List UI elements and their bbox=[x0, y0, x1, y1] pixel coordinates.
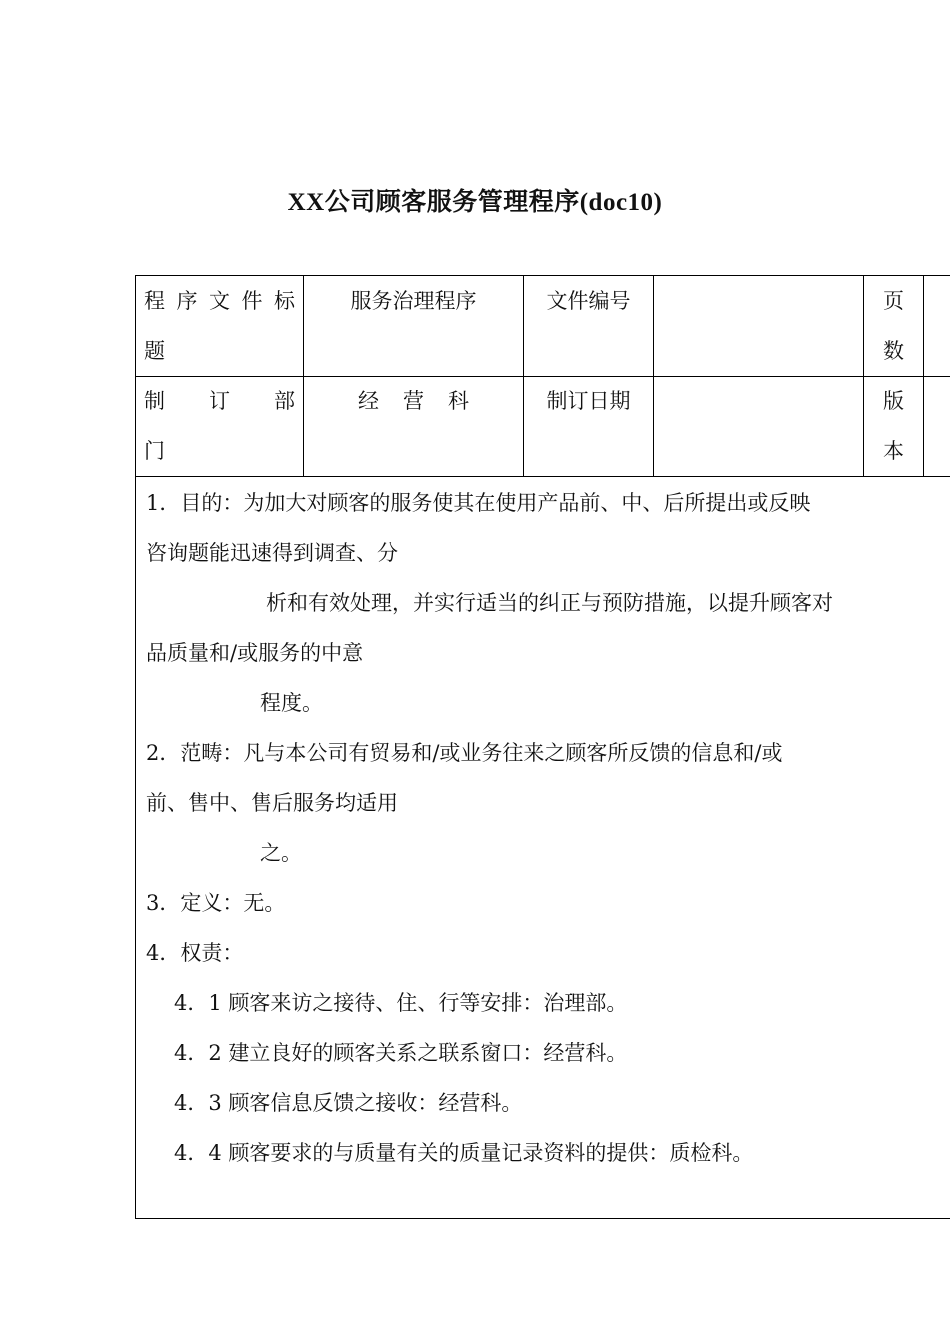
label-page-count bbox=[864, 276, 924, 376]
label-version-line1: 版 bbox=[883, 389, 904, 413]
body-line: 析和有效处理，并实行适当的纠正与预防措施，以提升顾客对 bbox=[266, 591, 833, 615]
value-version bbox=[924, 376, 950, 476]
value-document-number bbox=[654, 276, 864, 376]
body-line: 4．3 顾客信息反馈之接收：经营科。 bbox=[174, 1091, 523, 1115]
label-document-number: 文件编号 bbox=[524, 276, 654, 376]
body-line: 4．4 顾客要求的与质量有关的质量记录资料的提供：质检科。 bbox=[174, 1141, 754, 1165]
body-line: 前、售中、售后服务均适用 bbox=[146, 791, 398, 815]
label-department-line1: 制订部 bbox=[144, 389, 295, 413]
label-department-line2: 门 bbox=[144, 439, 165, 463]
label-page-count-line2: 数 bbox=[883, 339, 904, 363]
label-document-title-line1: 程序文件标 bbox=[144, 289, 295, 313]
body-line: 1．目的：为加大对顾客的服务使其在使用产品前、中、后所提出或反映 bbox=[146, 491, 811, 515]
label-document-title bbox=[136, 276, 304, 376]
procedure-table bbox=[135, 275, 950, 1219]
body-line: 4．2 建立良好的顾客关系之联系窗口：经营科。 bbox=[174, 1041, 628, 1065]
header-row-2 bbox=[136, 376, 950, 477]
body-line: 4．权责： bbox=[146, 941, 244, 965]
label-version-line2: 本 bbox=[883, 439, 904, 463]
label-issue-date: 制订日期 bbox=[524, 376, 654, 476]
label-document-title-line2: 题 bbox=[144, 339, 165, 363]
value-department-text: 经营科 bbox=[358, 389, 493, 413]
value-page-count bbox=[924, 276, 950, 376]
body-line: 4．1 顾客来访之接待、住、行等安排：治理部。 bbox=[174, 991, 628, 1015]
label-department bbox=[136, 376, 304, 476]
value-document-title: 服务治理程序 bbox=[304, 276, 524, 376]
value-department bbox=[304, 376, 524, 476]
body-line: 品质量和/或服务的中意 bbox=[146, 641, 364, 665]
value-issue-date bbox=[654, 376, 864, 476]
document-title: XX公司顾客服务管理程序(doc10) bbox=[287, 189, 663, 216]
procedure-body bbox=[136, 476, 950, 1218]
body-line: 之。 bbox=[260, 841, 302, 865]
label-page-count-line1: 页 bbox=[883, 289, 904, 313]
header-row-1 bbox=[136, 276, 950, 377]
body-line: 程度。 bbox=[260, 691, 323, 715]
body-line: 2．范畴：凡与本公司有贸易和/或业务往来之顾客所反馈的信息和/或 bbox=[146, 741, 783, 765]
body-line: 3．定义：无。 bbox=[146, 891, 286, 915]
body-line: 咨询题能迅速得到调查、分 bbox=[146, 541, 398, 565]
label-version bbox=[864, 376, 924, 476]
